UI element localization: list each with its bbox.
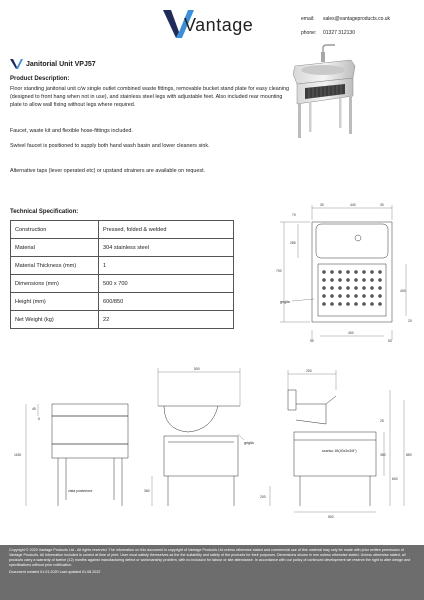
description-paragraph: Faucet, waste kit and flexible hose-fittings included. (10, 128, 133, 134)
product-title: Janitorial Unit VPJ57 (26, 60, 96, 68)
dim-label: 200 (260, 495, 266, 499)
product-title-row (10, 58, 96, 70)
dim-label: 50 (388, 339, 392, 343)
dim-label: 500 (328, 515, 334, 519)
spec-value: 1 (99, 257, 234, 275)
dim-label: 360 (144, 489, 150, 493)
dim-label: 25 (380, 419, 384, 423)
spec-key: Net Weight (kg) (11, 311, 99, 329)
spec-key: Construction (11, 221, 99, 239)
spec-key: Height (mm) (11, 293, 99, 311)
side-view-drawing (250, 360, 420, 520)
dim-label: 285 (290, 241, 296, 245)
contact-phone (301, 30, 355, 36)
description-paragraph: Swivel faucet is positioned to supply both hand wash basin and lower cleaners sink. (10, 143, 210, 149)
spec-key: Material (11, 239, 99, 257)
table-row (11, 275, 234, 293)
phone-number[interactable]: 01327 312130 (323, 30, 355, 36)
waste-label: scarico 1ft(40x3x3/8") (322, 449, 357, 453)
dim-label: 1150 (14, 453, 22, 457)
dim-label: 850 (406, 453, 412, 457)
plan-view-drawing (262, 200, 418, 345)
dim-label: 30 (320, 203, 324, 207)
spec-key: Dimensions (mm) (11, 275, 99, 293)
vantage-mark-icon (10, 58, 24, 70)
dim-label: 20 (408, 319, 412, 323)
table-row (11, 239, 234, 257)
phone-label: phone: (301, 30, 317, 36)
dim-label: 440 (350, 203, 356, 207)
grate-label: griglia (244, 441, 254, 445)
dim-label: 500 (194, 367, 200, 371)
dim-label: 400 (348, 331, 354, 335)
rear-view-label: vista posteriore (68, 489, 93, 493)
contact-email (301, 16, 390, 22)
spec-value: 22 (99, 311, 234, 329)
email-label: email: (301, 16, 315, 22)
table-row (11, 221, 234, 239)
spec-table (10, 220, 234, 329)
description-paragraph: Alternative taps (lever operated etc) or upstand strainers are available on request. (10, 168, 206, 174)
table-row (11, 293, 234, 311)
dim-label: 50 (310, 339, 314, 343)
spec-key: Material Thickness (mm) (11, 257, 99, 275)
dim-label: 400 (400, 289, 406, 293)
spec-value: 304 stainless steel (99, 239, 234, 257)
dim-label: 700 (276, 269, 282, 273)
dim-label: 70 (292, 213, 296, 217)
dim-label: 200 (306, 369, 312, 373)
spec-value: Pressed, folded & welded (99, 221, 234, 239)
footer (0, 545, 424, 600)
description-heading: Product Description: (10, 76, 70, 82)
email-address[interactable]: sales@vantageproducts.co.uk (323, 16, 391, 22)
product-photo (283, 44, 363, 144)
brand-logo (160, 4, 280, 44)
footer-legal: Copyright © 2020 Vantage Products Ltd - All rights reserved. The information on this document is copyright of Vantage Products Ltd unless otherwise stated and commercial use of this material may only be made with prior written permission of Vantage Products. All information included is correct at time of print. User must satisfy themselves as the the suitability and safety of the products for their purposes. Dimensions shown in mm unless otherwise stated. Unless otherwise stated, all products carry a warranty of twelve (12) months against manufacturing defect or workmanship problem, with no inclusion for labour or site attendance. In accordance with our policy of continued development we reserve the right to alter design and specifications without prior notification. (9, 548, 411, 567)
description-paragraph: Floor standing janitorial unit c/w single outlet combined waste fittings, removable bucket stand plate for easy cleaning (designed to front hang when not in use), and stainless steel legs with adjustable feet. Also included rear mounting plate to allow wall fixing without legs where required. (10, 86, 289, 108)
spec-value: 600/850 (99, 293, 234, 311)
footer-doc-dates: Document created 01.01.2020 Last updated 01.08.2022 (9, 570, 101, 574)
spec-heading: Technical Specification: (10, 209, 79, 215)
dim-label: 45 (32, 407, 36, 411)
table-row (11, 257, 234, 275)
spec-value: 500 x 700 (99, 275, 234, 293)
table-row (11, 311, 234, 329)
dim-label: 600 (392, 477, 398, 481)
front-view-drawing (8, 360, 254, 520)
dim-label: 30 (380, 203, 384, 207)
dim-label: 350 (380, 453, 386, 457)
dim-label: 5 (38, 417, 40, 421)
grate-label: grigila (280, 300, 290, 304)
brand-name: Vantage (184, 15, 254, 35)
